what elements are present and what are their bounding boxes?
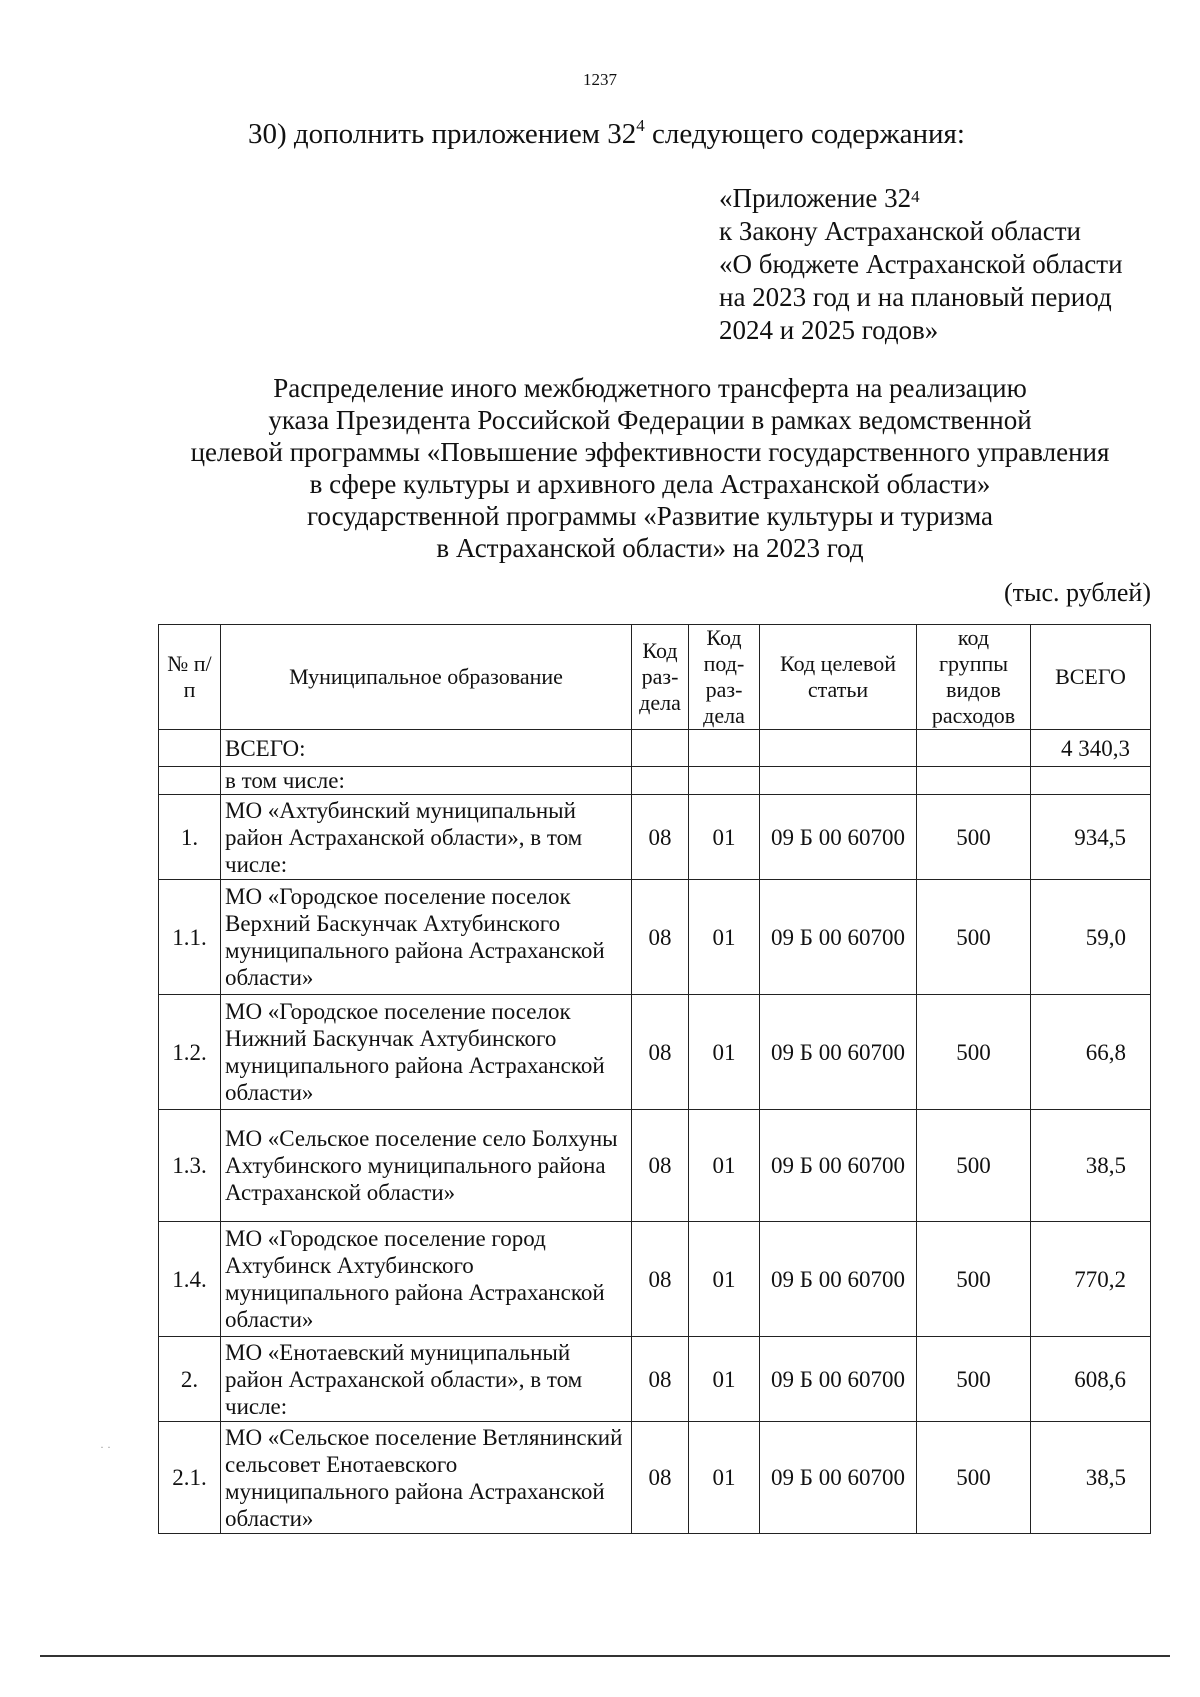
header-municipality: Муниципальное образование (221, 625, 632, 730)
document-title (100, 372, 1200, 564)
row-section-code: 08 (632, 880, 689, 995)
row-target-code: 09 Б 00 60700 (760, 1222, 917, 1337)
table-row (159, 1222, 1151, 1337)
row-target-code: 09 Б 00 60700 (760, 1422, 917, 1534)
title-line: указа Президента Российской Федерации в рамках ведомственной (268, 405, 1032, 435)
row-total: 38,5 (1031, 1422, 1151, 1534)
row-num: 1.4. (159, 1222, 221, 1337)
row-municipality: МО «Сельское поселение село Болхуны Ахтубинского муниципального района Астраханской области» (221, 1110, 632, 1222)
appendix-line-1 (719, 182, 1123, 215)
row-municipality: МО «Городское поселение поселок Нижний Баскунчак Ахтубинского муниципального района Астраханской области» (221, 995, 632, 1110)
row-expense-group: 500 (917, 880, 1031, 995)
total-label: ВСЕГО: (221, 730, 632, 767)
empty-cell (917, 767, 1031, 795)
row-target-code: 09 Б 00 60700 (760, 1110, 917, 1222)
header-target-code: Код целевой статьи (760, 625, 917, 730)
table-row (159, 1110, 1151, 1222)
table-row (159, 880, 1151, 995)
appendix-line-3: «О бюджете Астраханской области (719, 249, 1123, 279)
row-expense-group: 500 (917, 1337, 1031, 1422)
row-municipality: МО «Ахтубинский муниципальный район Астраханской области», в том числе: (221, 795, 632, 880)
table-row (159, 995, 1151, 1110)
table-row (159, 795, 1151, 880)
amendment-superscript: 4 (636, 116, 645, 135)
units-label: (тыс. рублей) (1003, 578, 1151, 607)
row-municipality: МО «Енотаевский муниципальный район Астраханской области», в том числе: (221, 1337, 632, 1422)
header-total: ВСЕГО (1031, 625, 1151, 730)
row-expense-group: 500 (917, 1222, 1031, 1337)
empty-cell (760, 767, 917, 795)
distribution-table (158, 624, 1151, 1534)
row-subsection-code: 01 (689, 995, 760, 1110)
amendment-line (248, 118, 965, 151)
row-total: 770,2 (1031, 1222, 1151, 1337)
row-expense-group: 500 (917, 795, 1031, 880)
row-expense-group: 500 (917, 995, 1031, 1110)
table-row (159, 1422, 1151, 1534)
row-target-code: 09 Б 00 60700 (760, 880, 917, 995)
row-total: 66,8 (1031, 995, 1151, 1110)
empty-cell (632, 730, 689, 767)
row-section-code: 08 (632, 795, 689, 880)
title-line: государственной программы «Развитие культуры и туризма (307, 501, 993, 531)
bottom-rule (40, 1655, 1170, 1657)
row-num: 1.1. (159, 880, 221, 995)
row-num: 2.1. (159, 1422, 221, 1534)
row-num: 1. (159, 795, 221, 880)
empty-cell (689, 730, 760, 767)
row-target-code: 09 Б 00 60700 (760, 1337, 917, 1422)
row-subsection-code: 01 (689, 1222, 760, 1337)
empty-cell (917, 730, 1031, 767)
row-subsection-code: 01 (689, 1337, 760, 1422)
row-num: 2. (159, 1337, 221, 1422)
row-municipality: МО «Сельское поселение Ветлянинский сельсовет Енотаевского муниципального района Астраханской области» (221, 1422, 632, 1534)
title-line: целевой программы «Повышение эффективности государственного управления (190, 437, 1110, 467)
header-subsection-code: Код под-раз-дела (689, 625, 760, 730)
total-value: 4 340,3 (1031, 730, 1151, 767)
row-expense-group: 500 (917, 1422, 1031, 1534)
row-section-code: 08 (632, 995, 689, 1110)
row-total: 934,5 (1031, 795, 1151, 880)
appendix-header (719, 182, 1123, 347)
row-num: 1.2. (159, 995, 221, 1110)
row-expense-group: 500 (917, 1110, 1031, 1222)
row-total: 38,5 (1031, 1110, 1151, 1222)
title-line: Распределение иного межбюджетного трансферта на реализацию (273, 373, 1027, 403)
table-row (159, 1337, 1151, 1422)
row-subsection-code: 01 (689, 880, 760, 995)
amendment-tail: следующего содержания: (644, 118, 965, 150)
row-subsection-code: 01 (689, 1110, 760, 1222)
row-subsection-code: 01 (689, 1422, 760, 1534)
total-row (159, 730, 1151, 767)
header-expense-group: код группы видов расходов (917, 625, 1031, 730)
row-municipality: МО «Городское поселение поселок Верхний Баскунчак Ахтубинского муниципального района Астраханской области» (221, 880, 632, 995)
empty-cell (632, 767, 689, 795)
scan-artifact: · · (100, 1440, 111, 1454)
empty-cell (159, 767, 221, 795)
appendix-line-2: к Закону Астраханской области (719, 216, 1082, 246)
including-label: в том числе: (221, 767, 632, 795)
empty-cell (159, 730, 221, 767)
row-section-code: 08 (632, 1337, 689, 1422)
row-section-code: 08 (632, 1110, 689, 1222)
amendment-text: 30) дополнить приложением 32 (248, 118, 637, 150)
page-number: 1237 (583, 70, 617, 89)
header-num: № п/п (159, 625, 221, 730)
row-total: 608,6 (1031, 1337, 1151, 1422)
row-num: 1.3. (159, 1110, 221, 1222)
appendix-superscript: 4 (911, 187, 920, 206)
empty-cell (1031, 767, 1151, 795)
row-target-code: 09 Б 00 60700 (760, 995, 917, 1110)
header-section-code: Код раз-дела (632, 625, 689, 730)
table-header-row (159, 625, 1151, 730)
row-section-code: 08 (632, 1222, 689, 1337)
appendix-label: «Приложение 32 (719, 183, 912, 213)
empty-cell (760, 730, 917, 767)
row-subsection-code: 01 (689, 795, 760, 880)
appendix-line-5: 2024 и 2025 годов» (719, 315, 939, 345)
title-line: в Астраханской области» на 2023 год (436, 533, 864, 563)
title-line: в сфере культуры и архивного дела Астраханской области» (309, 469, 991, 499)
including-row (159, 767, 1151, 795)
appendix-line-4: на 2023 год и на плановый период (719, 282, 1112, 312)
row-section-code: 08 (632, 1422, 689, 1534)
row-target-code: 09 Б 00 60700 (760, 795, 917, 880)
row-municipality: МО «Городское поселение город Ахтубинск Ахтубинского муниципального района Астраханской области» (221, 1222, 632, 1337)
empty-cell (689, 767, 760, 795)
row-total: 59,0 (1031, 880, 1151, 995)
